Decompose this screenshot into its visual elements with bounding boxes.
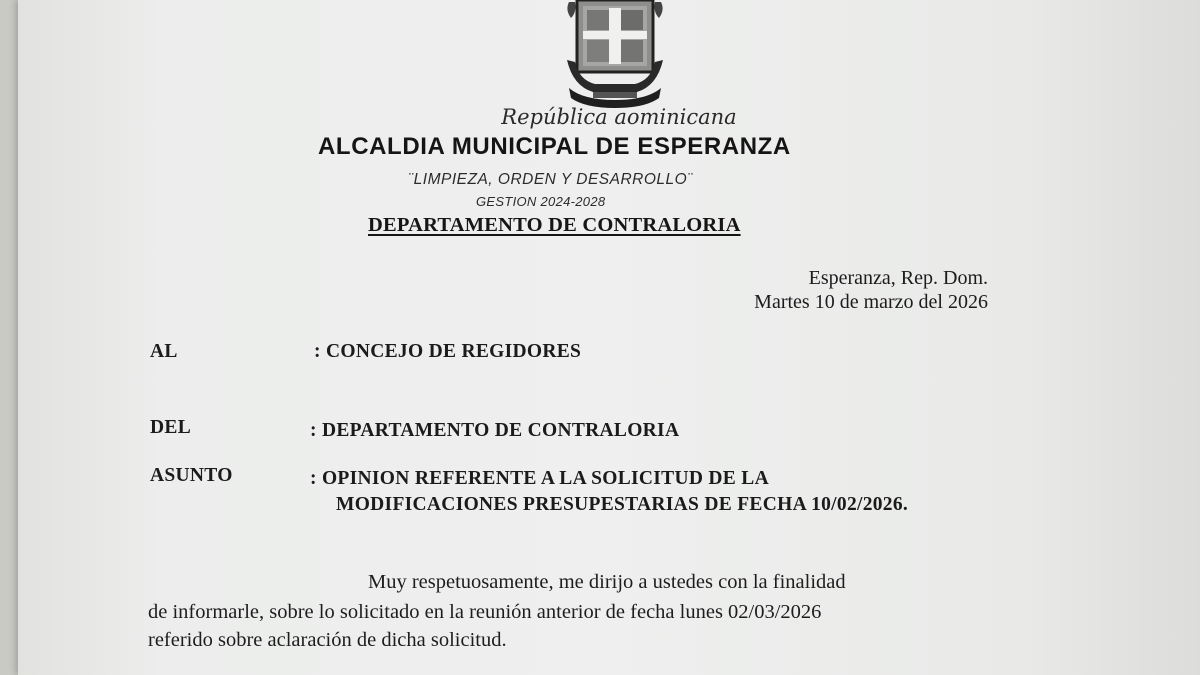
body-line-3: referido sobre aclaración de dicha solicitud. [148, 629, 507, 651]
administration-term: GESTION 2024-2028 [476, 194, 606, 209]
subject-label: ASUNTO [150, 465, 233, 486]
body-line-2: de informarle, sobre lo solicitado en la reunión anterior de fecha lunes 02/03/2026 [148, 601, 822, 623]
to-label: AL [150, 341, 178, 362]
municipality-title: ALCALDIA MUNICIPAL DE ESPERANZA [318, 133, 791, 160]
country-name: República aominicana [501, 105, 737, 129]
coat-of-arms-icon [563, 0, 667, 110]
letter-date: Martes 10 de marzo del 2026 [754, 291, 988, 313]
letter-page [18, 0, 1200, 675]
subject-line-1: : OPINION REFERENTE A LA SOLICITUD DE LA [310, 468, 769, 489]
from-value: : DEPARTAMENTO DE CONTRALORIA [310, 420, 680, 441]
motto: ¨LIMPIEZA, ORDEN Y DESARROLLO¨ [408, 171, 693, 188]
department-heading: DEPARTAMENTO DE CONTRALORIA [368, 214, 741, 236]
to-value: : CONCEJO DE REGIDORES [314, 341, 582, 362]
body-line-1: Muy respetuosamente, me dirijo a ustedes con la finalidad [368, 571, 846, 593]
subject-line-2: MODIFICACIONES PRESUPESTARIAS DE FECHA 10/02/2026. [336, 494, 909, 515]
from-label: DEL [150, 417, 191, 438]
letter-location: Esperanza, Rep. Dom. [808, 267, 988, 289]
